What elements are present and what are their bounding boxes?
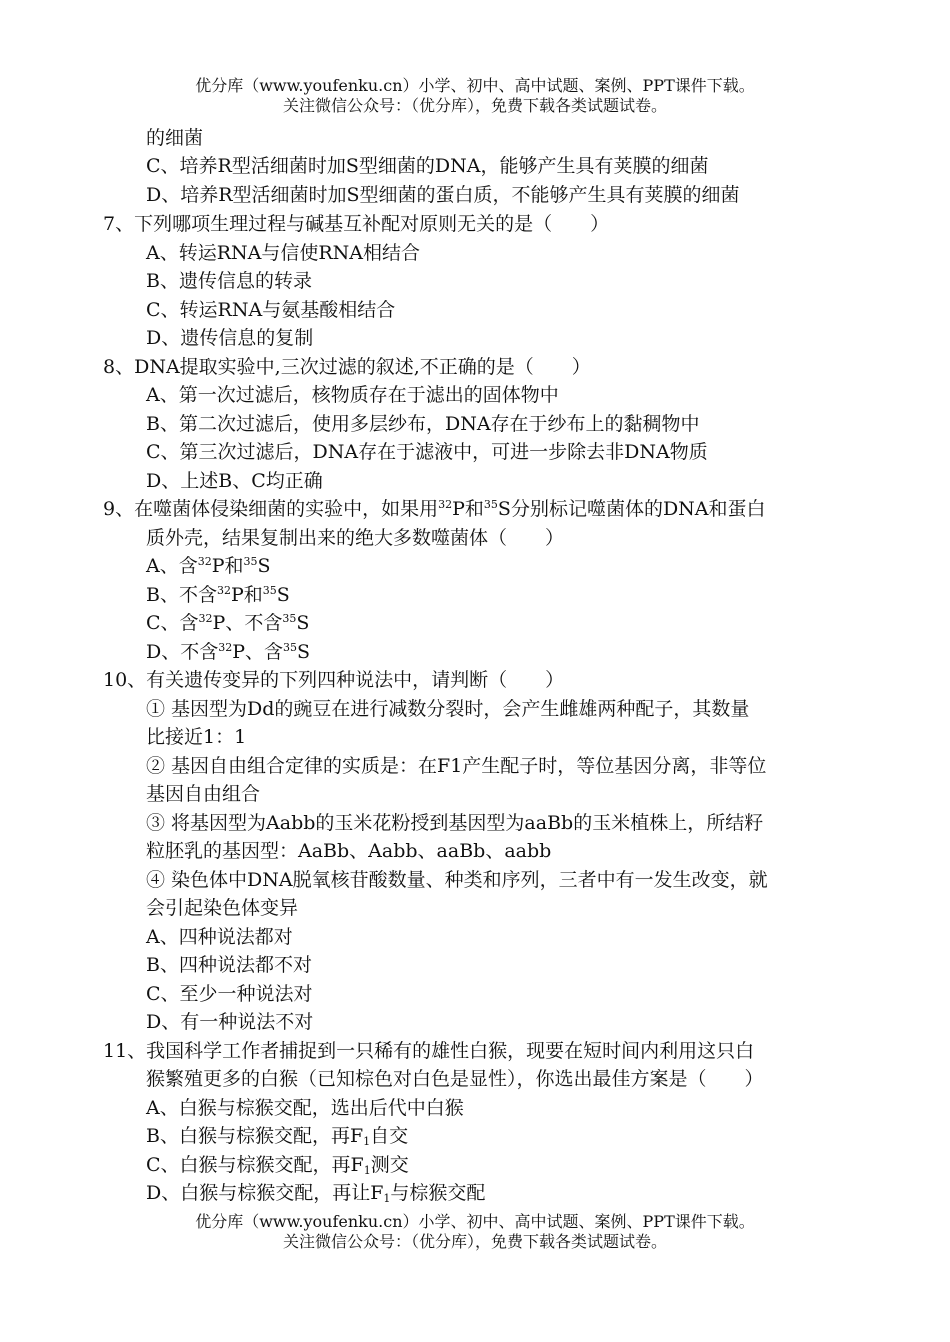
q11-option-b-tail: 自交 — [370, 1125, 409, 1147]
q9-option-c-sup-35: 35 — [282, 612, 297, 625]
q9-option-a-sup-35: 35 — [243, 555, 258, 568]
q11-option-d — [146, 1179, 485, 1207]
q7-stem: 7、下列哪项生理过程与碱基互补配对原则无关的是（ ） — [103, 213, 610, 235]
q9-s: S — [497, 498, 511, 520]
q10-statement-1b: 比接近1：1 — [146, 726, 247, 748]
q11-option-d-text: D、白猴与棕猴交配，再让F — [146, 1182, 384, 1204]
q9-option-c-p: P — [212, 612, 226, 634]
q11-stem-line-1: 11、我国科学工作者捕捉到一只稀有的雄性白猴，现要在短时间内利用这只白 — [103, 1040, 755, 1062]
q9-option-c-s: S — [296, 612, 310, 634]
page-header — [0, 76, 950, 116]
q10-statement-2b: 基因自由组合 — [146, 783, 261, 805]
q9-stem-line-1 — [103, 495, 766, 523]
header-line-1: 优分库（www.youfenku.cn）小学、初中、高中试题、案例、PPT课件下载。 — [195, 76, 755, 95]
q9-option-b-p: P — [230, 584, 244, 606]
q11-option-d-tail: 与棕猴交配 — [390, 1182, 486, 1204]
q11-option-a: A、白猴与棕猴交配，选出后代中白猴 — [146, 1097, 464, 1119]
q6-option-c: C、培养R型活细菌时加S型细菌的DNA，能够产生具有荚膜的细菌 — [146, 155, 709, 177]
q11-option-b-text: B、白猴与棕猴交配，再F — [146, 1125, 364, 1147]
q9-option-b-sup-32: 32 — [216, 584, 231, 597]
q8-option-c: C、第三次过滤后，DNA存在于滤液中，可进一步除去非DNA物质 — [146, 441, 708, 463]
q8-option-d: D、上述B、C均正确 — [146, 470, 323, 492]
q9-sup-32: 32 — [438, 498, 453, 511]
header-line-2: 关注微信公众号：（优分库），免费下载各类试题试卷。 — [282, 96, 667, 115]
q9-p: P — [452, 498, 465, 520]
q10-option-a: A、四种说法都对 — [146, 926, 293, 948]
q9-option-c — [146, 609, 309, 637]
footer-line-1: 优分库（www.youfenku.cn）小学、初中、高中试题、案例、PPT课件下载。 — [195, 1212, 755, 1231]
q10-statement-3b: 粒胚乳的基因型：AaBb、Aabb、aaBb、aabb — [146, 840, 552, 862]
q11-option-c-text: C、白猴与棕猴交配，再F — [146, 1154, 364, 1176]
q8-option-a: A、第一次过滤后，核物质存在于滤出的固体物中 — [146, 384, 559, 406]
q9-option-d-sup-35: 35 — [283, 641, 298, 654]
q9-option-d-sup-32: 32 — [218, 641, 233, 654]
q10-option-b: B、四种说法都不对 — [146, 954, 312, 976]
q10-statement-3a: ③ 将基因型为Aabb的玉米花粉授到基因型为aaBb的玉米植株上，所结籽 — [146, 812, 764, 834]
q10-option-c: C、至少一种说法对 — [146, 983, 313, 1005]
q6-option-d: D、培养R型活细菌时加S型细菌的蛋白质，不能够产生具有荚膜的细菌 — [146, 184, 740, 206]
q9-option-a-p: P — [211, 555, 225, 577]
q9-option-a — [146, 552, 271, 580]
q9-option-d-p: P — [232, 641, 246, 663]
q8-stem: 8、DNA提取实验中,三次过滤的叙述,不正确的是（ ） — [103, 356, 591, 378]
q7-option-d: D、遗传信息的复制 — [146, 327, 314, 349]
q9-option-d-has: 、含 — [245, 641, 284, 663]
q11-option-c — [146, 1151, 409, 1179]
q9-stem-text-c: 分别标记噬菌体的DNA和蛋白 — [510, 498, 766, 520]
q9-option-a-text: A、含 — [146, 555, 198, 577]
q11-stem-line-2: 猴繁殖更多的白猴（已知棕色对白色是显性），你选出最佳方案是（ ） — [146, 1068, 764, 1090]
q7-option-b: B、遗传信息的转录 — [146, 270, 312, 292]
q11-option-d-sub: 1 — [383, 1192, 391, 1205]
q11-option-c-tail: 测交 — [370, 1154, 409, 1176]
q9-option-c-not: 、不含 — [225, 612, 283, 634]
q9-option-b — [146, 581, 290, 609]
q11-option-b — [146, 1122, 408, 1150]
footer-line-2: 关注微信公众号：（优分库），免费下载各类试题试卷。 — [282, 1232, 667, 1251]
q9-option-d — [146, 638, 310, 666]
q10-statement-4a: ④ 染色体中DNA脱氧核苷酸数量、种类和序列，三者中有一发生改变，就 — [146, 869, 768, 891]
q9-stem-text-b: 和 — [464, 498, 484, 520]
q9-option-d-s: S — [297, 641, 311, 663]
q7-option-c: C、转运RNA与氨基酸相结合 — [146, 299, 396, 321]
q9-option-b-and: 和 — [243, 584, 263, 606]
q9-option-a-s: S — [257, 555, 271, 577]
q7-option-a: A、转运RNA与信使RNA相结合 — [146, 242, 421, 264]
q10-stem: 10、有关遗传变异的下列四种说法中，请判断（ ） — [103, 669, 565, 691]
q8-option-b: B、第二次过滤后，使用多层纱布，DNA存在于纱布上的黏稠物中 — [146, 413, 700, 435]
q9-option-c-sup-32: 32 — [198, 612, 213, 625]
q9-option-b-sup-35: 35 — [262, 584, 277, 597]
q11-option-c-sub: 1 — [363, 1164, 371, 1177]
q9-option-b-text: B、不含 — [146, 584, 217, 606]
q6-continuation: 的细菌 — [146, 127, 204, 149]
page-footer — [0, 1212, 950, 1252]
q9-option-c-text: C、含 — [146, 612, 199, 634]
q10-statement-1a: ① 基因型为Dd的豌豆在进行减数分裂时，会产生雌雄两种配子，其数量 — [146, 698, 750, 720]
q9-option-a-and: 和 — [224, 555, 244, 577]
q9-option-b-s: S — [276, 584, 290, 606]
q9-option-a-sup-32: 32 — [197, 555, 212, 568]
q11-option-b-sub: 1 — [363, 1135, 371, 1148]
q10-statement-2a: ② 基因自由组合定律的实质是：在F1产生配子时，等位基因分离，非等位 — [146, 755, 767, 777]
q10-option-d: D、有一种说法不对 — [146, 1011, 314, 1033]
q9-option-d-text: D、不含 — [146, 641, 219, 663]
q10-statement-4b: 会引起染色体变异 — [146, 897, 299, 919]
q9-stem-text-a: 9、在噬菌体侵染细菌的实验中，如果用 — [103, 498, 439, 520]
q9-stem-line-2: 质外壳，结果复制出来的绝大多数噬菌体（ ） — [146, 527, 565, 549]
q9-sup-35: 35 — [483, 498, 498, 511]
